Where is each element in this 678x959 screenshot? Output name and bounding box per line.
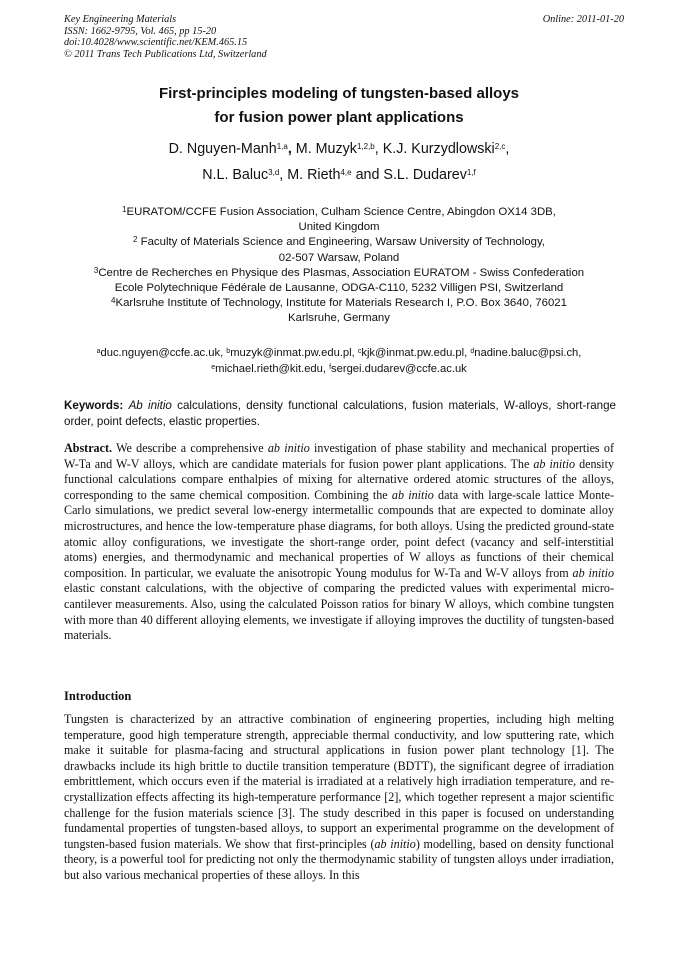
email-link[interactable]: nadine.baluc@psi.ch, bbox=[474, 347, 582, 359]
author-name: S.L. Dudarev bbox=[383, 167, 467, 183]
online-date: Online: 2011-01-20 bbox=[542, 14, 624, 25]
author-name: D. Nguyen-Manh bbox=[168, 141, 277, 157]
paper-title-line-1: First-principles modeling of tungsten-based alloys bbox=[158, 85, 520, 102]
abstract-italic: ab initio bbox=[391, 487, 434, 502]
email-link[interactable]: kjk@inmat.pw.edu.pl, bbox=[361, 347, 471, 359]
author-list-line-1: D. Nguyen-Manh$^{1,a}$, M. Muzyk$^{1,2,b}$, K.J. Kurzydlowski$^{2,c}$, bbox=[168, 141, 510, 157]
author-name: M. Muzyk bbox=[295, 141, 357, 157]
paper-title-line-2: for fusion power plant applications bbox=[214, 109, 464, 126]
abstract-italic: ab initio bbox=[572, 565, 615, 580]
journal-header bbox=[64, 14, 624, 60]
affiliation-text: EURATOM/CCFE Fusion Association, Culham Science Centre, Abingdon OX14 3DB, bbox=[126, 206, 556, 218]
email-link[interactable]: muzyk@inmat.pw.edu.pl, bbox=[230, 347, 358, 359]
keywords-label: Keywords: bbox=[64, 399, 124, 412]
affiliation-text: Faculty of Materials Science and Engineering, Warsaw University of Technology, bbox=[137, 236, 545, 249]
abstract-label: Abstract. bbox=[64, 441, 113, 455]
author-list-line-2: N.L. Baluc$^{3,d}$, M. Rieth$^{4,e}$ and S.L. Dudarev$^{1,f}$ bbox=[202, 167, 476, 183]
affiliations bbox=[0, 205, 678, 327]
affiliation-sup: 2 bbox=[133, 235, 138, 245]
abstract-text: density functional calculations compare enthalpies of mixing for alternative ordered atomic structures of the alloys, corresponding to the same chemical composition. Combining the bbox=[64, 456, 614, 502]
emails-line-2 bbox=[0, 362, 678, 378]
emails-line-1 bbox=[0, 346, 678, 362]
author-name: M. Rieth bbox=[287, 167, 341, 183]
affiliation-1-line-1 bbox=[0, 205, 678, 220]
abstract-text: data with large-scale lattice Monte-Carlo simulations, we predict several low-energy intermetallic compounds that are expected to dominate alloy microstructures, and hence the low-temperature phase diagrams, for both alloys. Using the predicted ground-state atomic alloy configurations, we investigate the short-range order, point defect (vacancy and self-interstitial atoms) energies, and thermodynamic and mechanical properties of W alloys as functions of their chemical composition. In particular, we evaluate the anisotropic Young modulus for W-Ta and W-V alloys from bbox=[64, 487, 614, 580]
email-sup: c bbox=[357, 348, 362, 355]
email-sup: f bbox=[329, 363, 332, 371]
copyright-line: © 2011 Trans Tech Publications Ltd, Switzerland bbox=[64, 48, 267, 60]
affiliation-2-line-2: 02-507 Warsaw, Poland bbox=[278, 251, 400, 264]
author-name: N.L. Baluc bbox=[202, 167, 269, 183]
affiliation-4-line-1 bbox=[0, 296, 678, 311]
affiliation-text: Karlsruhe Institute of Technology, Institute for Materials Research I, P.O. Box 3640, 76021 bbox=[115, 297, 567, 310]
author-affil-sup: 4,e bbox=[340, 168, 352, 177]
abstract-italic: ab initio bbox=[533, 456, 576, 471]
affiliation-sup: 4 bbox=[111, 296, 116, 306]
author-affil-sup: 3,d bbox=[268, 168, 280, 177]
section-heading-introduction: Introduction bbox=[64, 689, 132, 703]
affiliation-1-line-2: United Kingdom bbox=[298, 221, 380, 234]
issn-line: ISSN: 1662-9795, Vol. 465, pp 15-20 bbox=[64, 25, 217, 37]
email-sup: b bbox=[226, 348, 231, 355]
intro-italic: ab initio bbox=[374, 836, 416, 851]
author-affil-sup: 1,a bbox=[276, 142, 288, 151]
affiliation-sup: 3 bbox=[93, 265, 99, 275]
keywords bbox=[64, 398, 616, 429]
intro-text: Tungsten is characterized by an attractive combination of engineering properties, including high melting temperature, good high temperature strength, appreciable thermal conductivity, and low sputtering rate, which make it suitable for plasma-facing and structural applications in fusion power plant technology [1]. The drawbacks include its high brittle to ductile transition temperature (BDTT), the significant degree of irradiation embrittlement, which occurs even if the material is irradiated at a relatively high irradiation temperature, and re-crystallization effects affecting its high-temperature performance [2], which together represent a major scientific challenge for the fusion materials science [3]. The study described in this paper is focused on understanding fundamental properties of tungsten-based alloys, to support an experimental programme on the development of tungsten-based fusion materials. We show that first-principles ( bbox=[64, 712, 614, 851]
abstract-text: elastic constant calculations, with the objective of comparing the predicted values with experimental micro-cantilever measurements. Also, using the calculated Poisson ratios for binary W alloys, which combine tungsten with more than 40 different alloying elements, we investigate if alloying improves the ductility of tungsten-based materials. bbox=[64, 581, 614, 643]
author-name: K.J. Kurzydlowski bbox=[382, 141, 495, 157]
journal-name: Key Engineering Materials bbox=[64, 14, 177, 25]
author-affil-sup: 2,c bbox=[494, 142, 506, 151]
keywords-text: calculations, density functional calculations, fusion materials, W-alloys, short-range order, point defects, elastic properties. bbox=[64, 399, 616, 428]
author-affil-sup: 1,f bbox=[466, 168, 476, 177]
affiliation-2-line-1 bbox=[0, 235, 678, 250]
affiliation-sup: 1 bbox=[122, 205, 127, 214]
email-link[interactable]: michael.rieth@kit.edu, bbox=[215, 362, 330, 375]
intro-text: ) modelling, based on density functional theory, is a powerful tool for predicting not only the thermodynamic stability of tungsten alloys under irradiation, but also various mechanical properties of these alloys. In this bbox=[64, 836, 614, 882]
email-sup: e bbox=[211, 363, 216, 371]
abstract bbox=[64, 441, 614, 644]
introduction-body bbox=[64, 712, 614, 884]
affiliation-3-line-1 bbox=[0, 266, 678, 281]
affiliation-4-line-2: Karlsruhe, Germany bbox=[288, 312, 390, 325]
doi-line: doi:10.4028/www.scientific.net/KEM.465.15 bbox=[64, 37, 248, 49]
email-sup: d bbox=[470, 348, 475, 355]
affiliation-3-line-2: Ecole Polytechnique Fédérale de Lausanne, ODGA-C110, 5232 Villigen PSI, Switzerland bbox=[114, 282, 564, 295]
keywords-italic: Ab initio bbox=[128, 399, 172, 412]
abstract-text: investigation of phase stability and mechanical properties of W-Ta and W-V alloys, which are candidate materials for fusion power plant applications. The bbox=[64, 441, 614, 471]
author-emails bbox=[0, 346, 678, 377]
abstract-text: We describe a comprehensive bbox=[112, 441, 268, 455]
email-link[interactable]: duc.nguyen@ccfe.ac.uk, bbox=[100, 347, 227, 359]
abstract-italic: ab initio bbox=[267, 441, 310, 455]
author-affil-sup: 1,2,b bbox=[356, 142, 375, 151]
email-link[interactable]: sergei.dudarev@ccfe.ac.uk bbox=[331, 362, 467, 375]
affiliation-text: Centre de Recherches en Physique des Plasmas, Association EURATOM - Swiss Confederation bbox=[98, 266, 585, 279]
email-sup: a bbox=[96, 348, 101, 355]
